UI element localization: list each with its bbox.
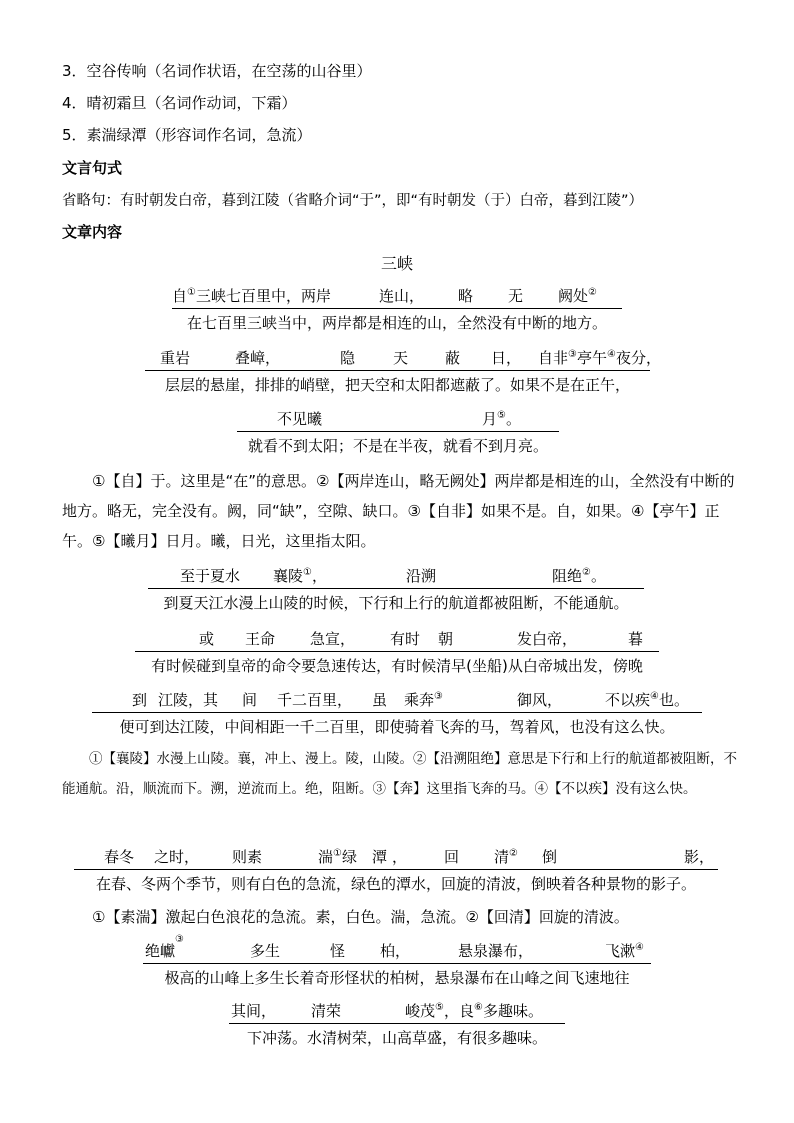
orig-word: 悬泉瀑布， bbox=[458, 942, 534, 960]
note-marker: ⑤ bbox=[497, 410, 506, 421]
orig-word: 蔽 bbox=[445, 349, 461, 367]
translation: 极高的山峰上多生长着奇形怪状的柏树，悬泉瀑布在山峰之间飞速地往 bbox=[164, 969, 630, 987]
annotation-block-1: ①【自】于。这里是“在”的意思。②【两岸连山，略无阙处】两岸都是相连的山，全然没有中断的地方。略无，完全没有。阙，同“缺”，空隙、缺口。③【自非】如果不是。自，如果。④【亭午】正午。⑤【曦月】日月。曦，日光，这里指太阳。 bbox=[62, 472, 735, 550]
note-marker: ① bbox=[187, 287, 196, 298]
orig-word: 回 bbox=[444, 848, 460, 866]
orig-word: 绝巘 bbox=[145, 942, 176, 960]
orig-word: 无 bbox=[508, 287, 524, 305]
orig-word: 。 bbox=[590, 567, 606, 585]
article-title: 三峡 bbox=[380, 254, 413, 273]
orig-word: 潭 bbox=[372, 848, 388, 866]
orig-word: 亭午 bbox=[576, 349, 607, 367]
syntax-heading: 文言句式 bbox=[62, 159, 123, 177]
translation: 有时候碰到皇帝的命令要急速传达，有时候清早(坐船)从白帝城出发，傍晚 bbox=[151, 657, 643, 675]
sentence-pair-9 bbox=[229, 998, 565, 1048]
orig-word: 至于夏水 bbox=[180, 567, 241, 585]
sentence-pair-1 bbox=[172, 283, 622, 333]
orig-word: 阙处 bbox=[558, 287, 589, 305]
orig-word: 影， bbox=[684, 848, 715, 866]
note-marker: ③ bbox=[175, 934, 184, 945]
translation: 在春、冬两个季节，则有白色的急流，绿色的潭水，回旋的清波，倒映着各种景物的影子。 bbox=[95, 875, 696, 893]
orig-word: 略 bbox=[458, 287, 474, 305]
note-marker: ④ bbox=[635, 942, 644, 953]
orig-word: 自非 bbox=[538, 349, 569, 367]
orig-word: 到 bbox=[132, 691, 148, 709]
orig-word: 三峡七百里中，两岸 bbox=[195, 287, 331, 305]
annotation-block-2: ①【襄陵】水漫上山陵。襄，冲上、漫上。陵，山陵。②【沿溯阻绝】意思是下行和上行的航道都被阻断，不能通航。沿，顺流而下。溯，逆流而上。绝，阻断。③【奔】这里指飞奔的马。④【不以疾】没有这么快。 bbox=[62, 751, 737, 797]
orig-word: 襄陵 bbox=[273, 567, 304, 585]
translation: 便可到达江陵，中间相距一千二百里，即使骑着飞奔的马，驾着风，也没有这么快。 bbox=[119, 718, 675, 736]
orig-word: 飞漱 bbox=[605, 942, 636, 960]
orig-word: 则素 bbox=[232, 848, 263, 866]
orig-word: 发白帝， bbox=[517, 630, 578, 648]
note-marker: ④ bbox=[650, 691, 659, 702]
orig-word: 日， bbox=[491, 349, 522, 367]
note-marker: ③ bbox=[434, 691, 443, 702]
orig-word: 夜分， bbox=[615, 349, 661, 367]
orig-word: 王命 bbox=[245, 630, 276, 648]
orig-word: 叠嶂， bbox=[235, 349, 281, 367]
translation: 就看不到太阳；不是在半夜，就看不到月亮。 bbox=[247, 437, 548, 455]
orig-word: 或 bbox=[199, 630, 215, 648]
annotation-block-3: ①【素湍】激起白色浪花的急流。素，白色。湍，急流。②【回清】回旋的清波。 bbox=[92, 908, 629, 926]
translation: 层层的悬崖，排排的峭壁，把天空和太阳都遮蔽了。如果不是在正午， bbox=[164, 376, 630, 394]
orig-word: 虽 bbox=[372, 691, 388, 709]
orig-word: 不见曦 bbox=[277, 410, 323, 428]
translation: 在七百里三峡当中，两岸都是相连的山，全然没有中断的地方。 bbox=[186, 314, 607, 332]
orig-word: 重岩 bbox=[160, 349, 191, 367]
orig-word: 月 bbox=[482, 410, 498, 428]
orig-word: 御风， bbox=[517, 691, 563, 709]
sentence-pair-5 bbox=[135, 626, 659, 676]
orig-word: 有时 bbox=[390, 630, 421, 648]
note-marker: ⑤ bbox=[435, 1002, 444, 1013]
orig-word: 也。 bbox=[658, 691, 689, 709]
sentence-pair-7 bbox=[74, 844, 718, 894]
note-marker: ⑥ bbox=[474, 1002, 483, 1013]
note-marker: ④ bbox=[607, 349, 616, 360]
translation: 到夏天江水漫上山陵的时候，下行和上行的航道都被阻断，不能通航。 bbox=[163, 594, 629, 612]
orig-word: 清 bbox=[494, 848, 510, 866]
orig-word: 怪 bbox=[330, 942, 346, 960]
orig-word: 急宣， bbox=[310, 630, 356, 648]
orig-word: 绿 bbox=[341, 848, 357, 866]
orig-word: 。 bbox=[505, 410, 521, 428]
orig-word: 阻绝 bbox=[552, 567, 583, 585]
orig-word: 沿溯 bbox=[406, 567, 437, 585]
orig-word: ，良 bbox=[443, 1002, 474, 1020]
note-marker: ① bbox=[333, 848, 342, 859]
vocab-line-3: 3．空谷传响（名词作状语，在空荡的山谷里） bbox=[62, 62, 372, 80]
sentence-pair-4 bbox=[148, 563, 644, 613]
orig-word: 湍 bbox=[318, 848, 334, 866]
orig-word: 连山， bbox=[379, 287, 425, 305]
syntax-text: 省略句：有时朝发白帝，暮到江陵（省略介词“于”，即“有时朝发（于）白帝，暮到江陵”） bbox=[62, 193, 644, 209]
orig-word: 暮 bbox=[628, 630, 644, 648]
orig-word: 乘奔 bbox=[404, 691, 435, 709]
orig-word: 千二百里， bbox=[277, 691, 353, 709]
orig-word: 之时， bbox=[154, 848, 200, 866]
note-marker: ② bbox=[509, 848, 518, 859]
orig-word: ， bbox=[392, 848, 408, 866]
orig-word: 其间， bbox=[231, 1002, 277, 1020]
orig-word: 峻茂 bbox=[405, 1002, 436, 1020]
orig-word: 柏， bbox=[380, 942, 411, 960]
note-marker: ② bbox=[582, 567, 591, 578]
note-marker: ③ bbox=[568, 349, 577, 360]
orig-word: 江陵，其 bbox=[158, 691, 219, 709]
orig-word: 多生 bbox=[250, 942, 281, 960]
note-marker: ① bbox=[303, 567, 312, 578]
sentence-pair-6 bbox=[92, 687, 702, 737]
orig-word: ， bbox=[311, 567, 327, 585]
orig-word: 多趣味。 bbox=[482, 1002, 543, 1020]
orig-word: 间 bbox=[242, 691, 258, 709]
vocab-line-4: 4．晴初霜旦（名词作动词，下霜） bbox=[62, 94, 297, 112]
content-heading: 文章内容 bbox=[62, 223, 123, 241]
note-marker: ② bbox=[588, 287, 597, 298]
orig-word: 春冬 bbox=[104, 848, 135, 866]
vocab-line-5: 5．素湍绿潭（形容词作名词，急流） bbox=[62, 126, 312, 144]
orig-word: 倒 bbox=[542, 848, 558, 866]
sentence-pair-2 bbox=[145, 345, 661, 395]
translation: 下冲荡。水清树荣，山高草盛，有很多趣味。 bbox=[246, 1029, 547, 1047]
orig-word: 天 bbox=[393, 349, 409, 367]
orig-word: 朝 bbox=[438, 630, 454, 648]
orig-word: 隐 bbox=[340, 349, 356, 367]
sentence-pair-3 bbox=[237, 406, 559, 456]
sentence-pair-8 bbox=[143, 934, 651, 988]
orig-word: 自 bbox=[172, 287, 188, 305]
orig-word: 不以疾 bbox=[605, 691, 651, 709]
orig-word: 清荣 bbox=[311, 1002, 342, 1020]
